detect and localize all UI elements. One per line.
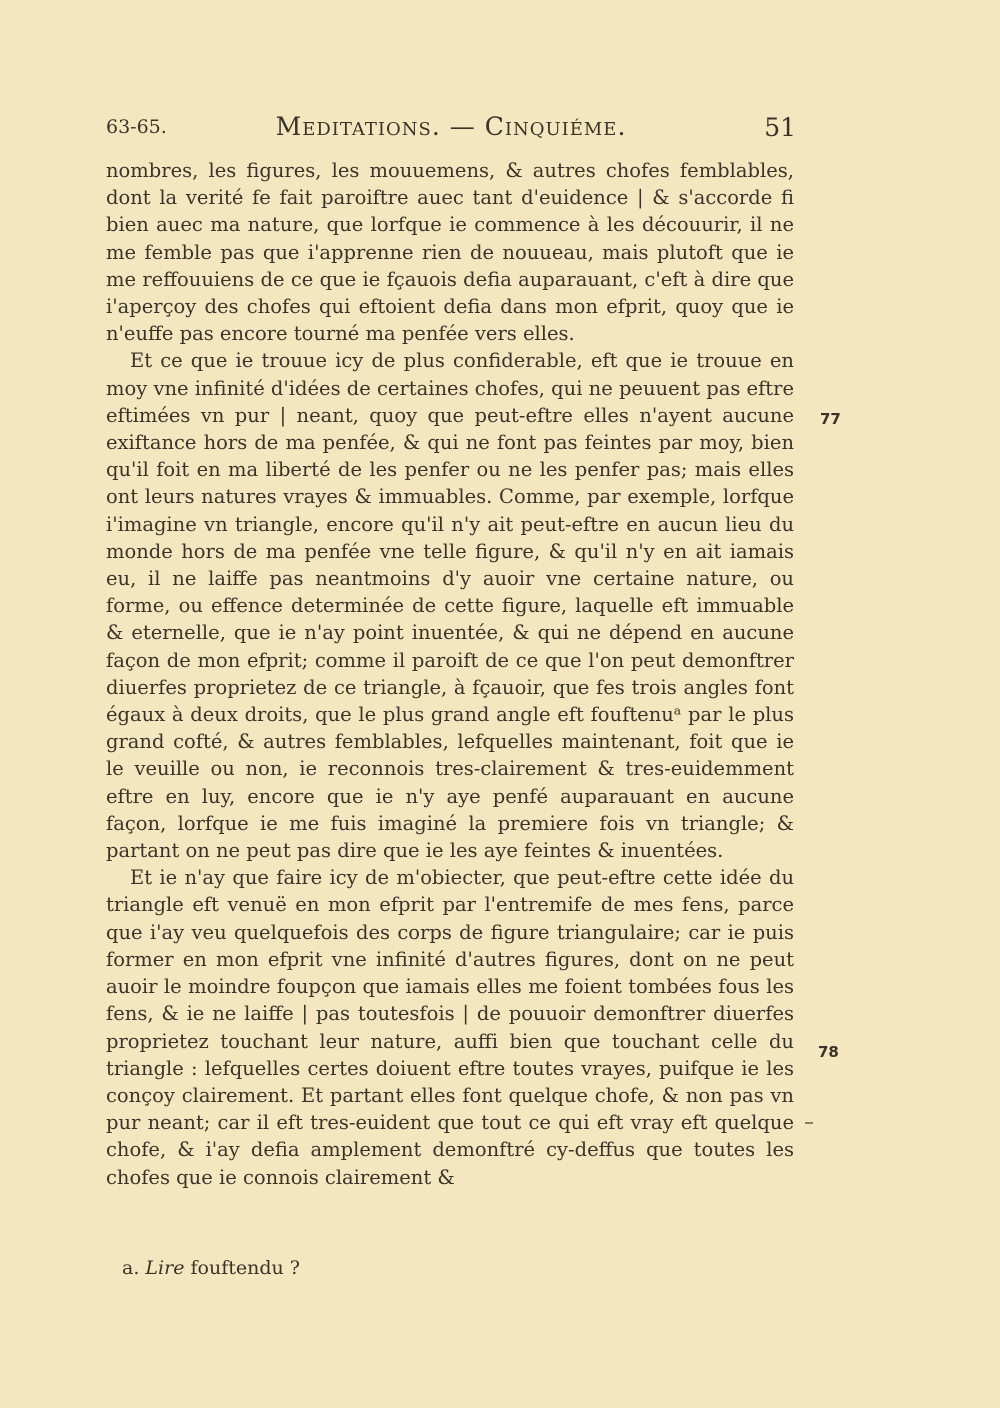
- page-range: 63-65.: [106, 116, 167, 138]
- page-title: Meditations. — Cinquiéme.: [275, 112, 627, 141]
- footnote: [122, 1257, 300, 1279]
- paragraph-1: nombres, les figures, les mouuemens, & autres chofes femblables, dont la verité fe fait paroiftre auec tant d'euidence | & s'accorde fi bien auec ma nature, que lorfque ie commence à les découurir, il ne me femble pas que i'apprenne rien de nouueau, mais plutoft que ie me reffouuiens de ce que ie fçauois defia auparauant, c'eft à dire que i'aperçoy des chofes qui eftoient defia dans mon efprit, quoy que ie n'euffe pas encore tourné ma penfée vers elles.: [106, 159, 794, 346]
- running-header: [106, 112, 796, 144]
- page-number: 51: [764, 113, 796, 142]
- paragraph-3: Et ie n'ay que faire icy de m'obiecter, que peut-eftre cette idée du triangle eft venuë en mon efprit par l'entremife de mes fens, parce que i'ay veu quelquefois des corps de figure triangulaire; car ie puis former en mon efprit vne infinité d'autres figures, dont on ne peut auoir le moindre foupçon que iamais elles me foient tombées fous les fens, & ie ne laiffe | pas toutesfois | de pouuoir demonftrer diuerfes proprietez touchant leur nature, auffi bien que touchant celle du triangle : lefquelles certes doiuent eftre toutes vrayes, puifque ie les conçoy clairement. Et partant elles font quelque chofe, & non pas vn pur neant; car il eft tres-euident que tout ce qui eft vray eft quelque chofe, & i'ay defia amplement demonftré cy-deffus que toutes les chofes que ie connois clairement &: [106, 866, 794, 1189]
- footnote-text: fouftendu ?: [190, 1257, 300, 1279]
- footnote-word: Lire: [145, 1257, 185, 1279]
- margin-page-ref: 78: [818, 1043, 839, 1061]
- paragraph-2: Et ce que ie trouue icy de plus confiderable, eft que ie trouue en moy vne infinité d'idées de certaines chofes, qui ne peuuent pas eftre eftimées vn pur | neant, quoy que peut-eftre elles n'ayent aucune exiftance hors de ma penfée, & qui ne font pas feintes par moy, bien qu'il foit en ma liberté de les penfer ou ne les penfer pas; mais elles ont leurs natures vrayes & immuables. Comme, par exemple, lorfque i'imagine vn triangle, encore qu'il n'y ait peut-eftre en aucun lieu du monde hors de ma penfée vne telle figure, & qu'il n'y en ait iamais eu, il ne laiffe pas neantmoins d'y auoir vne certaine nature, ou forme, ou effence determinée de cette figure, laquelle eft immuable & eternelle, que ie n'ay point inuentée, & qui ne dépend en aucune façon de mon efprit; comme il paroift de ce que l'on peut demonftrer diuerfes proprietez de ce triangle, à fçauoir, que fes trois angles font égaux à deux droits, que le plus grand angle eft fouftenuᵃ par le plus grand cofté, & autres femblables, lefquelles maintenant, foit que ie le veuille ou non, ie reconnois tres-clairement & tres-euidemment eftre en luy, encore que ie n'y aye penfé auparauant en aucune façon, lorfque ie me fuis imaginé la premiere fois vn triangle; & partant on ne peut pas dire que ie les aye feintes & inuentées.: [106, 349, 794, 863]
- margin-mark: [805, 1122, 813, 1124]
- main-text: [106, 157, 794, 1191]
- margin-page-ref: 77: [820, 410, 841, 428]
- footnote-marker: a.: [122, 1257, 140, 1279]
